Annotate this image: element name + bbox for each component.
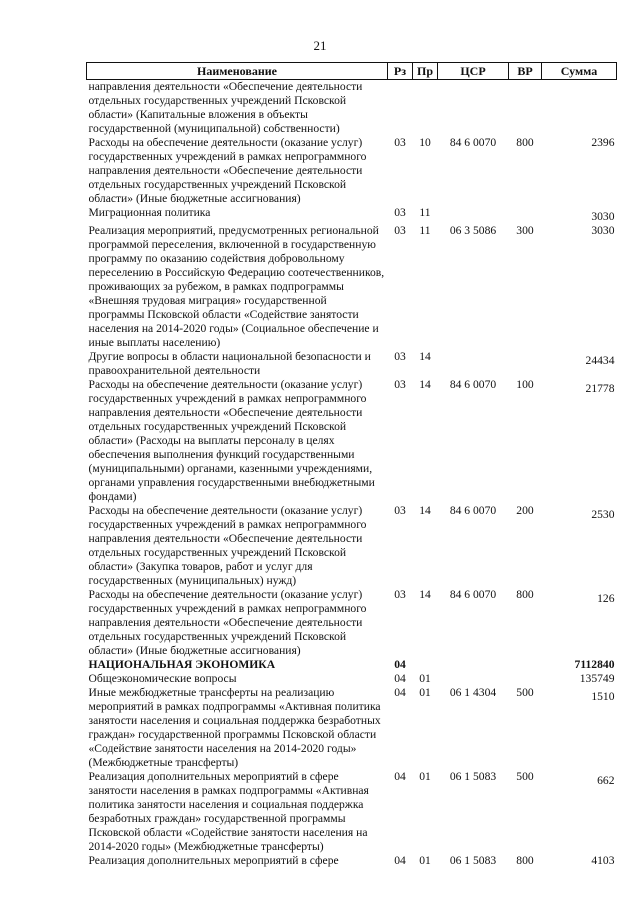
- row-vr: 500: [516, 686, 534, 699]
- row-vr: 300: [516, 224, 534, 237]
- table-row: [87, 136, 617, 206]
- row-vr: [509, 80, 542, 137]
- row-csr: 84 6 0070: [449, 504, 497, 517]
- row-rz: 03: [394, 206, 406, 219]
- table-row: [87, 504, 617, 588]
- table-header-row: [87, 63, 617, 80]
- row-rz: [388, 80, 413, 137]
- row-name: Расходы на обеспечение деятельности (оказание услуг) государственных учреждений в рамках непрограммного направления деятельности «Обеспечение деятельности отдельных государственных учреждений Псковской области» (Иные бюджетные ассигнования): [88, 136, 367, 205]
- row-sum: 7112840: [574, 658, 615, 671]
- row-pr: [413, 658, 438, 672]
- budget-table: [86, 62, 617, 868]
- table-row: [87, 854, 617, 868]
- row-csr: [438, 206, 509, 224]
- row-vr: 200: [516, 504, 534, 517]
- table-row: [87, 770, 617, 854]
- row-pr: 01: [419, 854, 431, 867]
- row-name: Общеэкономические вопросы: [88, 672, 237, 685]
- row-name: Другие вопросы в области национальной безопасности и правоохранительной деятельности: [88, 350, 371, 377]
- row-sum: 21778: [585, 382, 615, 395]
- row-name: Расходы на обеспечение деятельности (оказание услуг) государственных учреждений в рамках непрограммного направления деятельности «Обеспечение деятельности отдельных государственных учреждений Псковской области» (Закупка товаров, работ и услуг для государственных (муниципальных) нужд): [88, 504, 367, 587]
- row-csr: 06 1 4304: [449, 686, 497, 699]
- table-row: [87, 588, 617, 658]
- row-rz: 03: [394, 136, 406, 149]
- row-sum: [542, 80, 617, 137]
- row-pr: 01: [419, 770, 431, 783]
- table-row: [87, 378, 617, 504]
- row-sum: 662: [597, 774, 615, 787]
- row-sum: 3030: [591, 210, 615, 223]
- row-sum: 3030: [591, 224, 615, 237]
- header-csr: ЦСР: [438, 63, 509, 80]
- header-name: Наименование: [87, 63, 388, 80]
- row-name: Иные межбюджетные трансферты на реализацию мероприятий в рамках подпрограммы «Активная политика занятости населения и социальная поддержка безработных граждан» государственной программы Псковской области «Содействие занятости населения на 2014-2020 годы» (Межбюджетные трансферты): [88, 686, 381, 769]
- row-rz: 03: [394, 350, 406, 363]
- row-rz: 04: [394, 770, 406, 783]
- table-row: [87, 686, 617, 770]
- row-sum: 126: [597, 592, 615, 605]
- row-rz: 04: [394, 854, 406, 867]
- row-rz: 04: [394, 658, 406, 671]
- row-vr: [509, 206, 542, 224]
- row-csr: 84 6 0070: [449, 136, 497, 149]
- page-number: 21: [313, 38, 327, 53]
- table-row: [87, 658, 617, 672]
- row-vr: [509, 658, 542, 672]
- row-csr: 06 1 5083: [449, 854, 497, 867]
- header-pr: Пр: [413, 63, 438, 80]
- row-rz: 03: [394, 378, 406, 391]
- row-name: Реализация дополнительных мероприятий в сфере: [88, 854, 339, 867]
- table-row: [87, 80, 617, 137]
- row-sum: 24434: [585, 354, 615, 367]
- row-name: направления деятельности «Обеспечение деятельности отдельных государственных учреждений Псковской области» (Капитальные вложения в объекты государственной (муниципальной) собственности): [88, 80, 363, 135]
- header-vr: ВР: [509, 63, 542, 80]
- row-vr: [509, 672, 542, 686]
- row-rz: 03: [394, 588, 406, 601]
- row-csr: 06 1 5083: [449, 770, 497, 783]
- row-vr: 100: [516, 378, 534, 391]
- row-pr: [413, 80, 438, 137]
- header-rz: Рз: [388, 63, 413, 80]
- row-pr: 10: [419, 136, 431, 149]
- row-vr: 800: [516, 588, 534, 601]
- row-name: НАЦИОНАЛЬНАЯ ЭКОНОМИКА: [88, 658, 276, 671]
- row-csr: [438, 350, 509, 378]
- row-pr: 14: [419, 504, 431, 517]
- table-row: [87, 206, 617, 224]
- table-row: [87, 350, 617, 378]
- row-sum: 2396: [591, 136, 615, 149]
- row-vr: 800: [516, 854, 534, 867]
- row-vr: [509, 350, 542, 378]
- row-sum: 135749: [579, 672, 615, 685]
- row-pr: 01: [419, 686, 431, 699]
- row-pr: 11: [419, 206, 431, 219]
- row-pr: 14: [419, 350, 431, 363]
- row-csr: 84 6 0070: [449, 378, 497, 391]
- row-rz: 03: [394, 224, 406, 237]
- row-csr: 06 3 5086: [449, 224, 497, 237]
- row-pr: 01: [419, 672, 431, 685]
- header-sum: Сумма: [542, 63, 617, 80]
- row-csr: [438, 672, 509, 686]
- row-sum: 1510: [591, 690, 615, 703]
- row-pr: 14: [419, 588, 431, 601]
- row-rz: 03: [394, 504, 406, 517]
- row-csr: [438, 658, 509, 672]
- row-pr: 14: [419, 378, 431, 391]
- row-csr: [438, 80, 509, 137]
- row-csr: 84 6 0070: [449, 588, 497, 601]
- row-name: Реализация мероприятий, предусмотренных региональной программой переселения, включенной в государственную программу по оказанию содействия добровольному переселению в Российскую Федерацию соотечественников, проживающих за рубежом, в рамках подпрограммы «Внешняя трудовая миграция» государственной программы Псковской области «Содействие занятости населения на 2014-2020 годы» (Социальное обеспечение и иные выплаты населению): [88, 224, 385, 349]
- row-sum: 4103: [591, 854, 615, 867]
- row-rz: 04: [394, 672, 406, 685]
- table-row: [87, 224, 617, 350]
- row-rz: 04: [394, 686, 406, 699]
- row-name: Расходы на обеспечение деятельности (оказание услуг) государственных учреждений в рамках непрограммного направления деятельности «Обеспечение деятельности отдельных государственных учреждений Псковской области» (Иные бюджетные ассигнования): [88, 588, 367, 657]
- table-row: [87, 672, 617, 686]
- row-vr: 500: [516, 770, 534, 783]
- row-name: Миграционная политика: [88, 206, 211, 219]
- row-name: Реализация дополнительных мероприятий в сфере занятости населения в рамках подпрограммы «Активная политика занятости населения и социальная поддержка безработных граждан» государственной программы Псковской области «Содействие занятости населения на 2014-2020 годы» (Межбюджетные трансферты): [88, 770, 369, 853]
- row-name: Расходы на обеспечение деятельности (оказание услуг) государственных учреждений в рамках непрограммного направления деятельности «Обеспечение деятельности отдельных государственных учреждений Псковской области» (Расходы на выплаты персоналу в целях обеспечения выполнения функций государственными (муниципальными) органами, казенными учреждениями, органами управления государственными внебюджетными фондами): [88, 378, 375, 503]
- row-sum: 2530: [591, 508, 615, 521]
- row-pr: 11: [419, 224, 431, 237]
- row-vr: 800: [516, 136, 534, 149]
